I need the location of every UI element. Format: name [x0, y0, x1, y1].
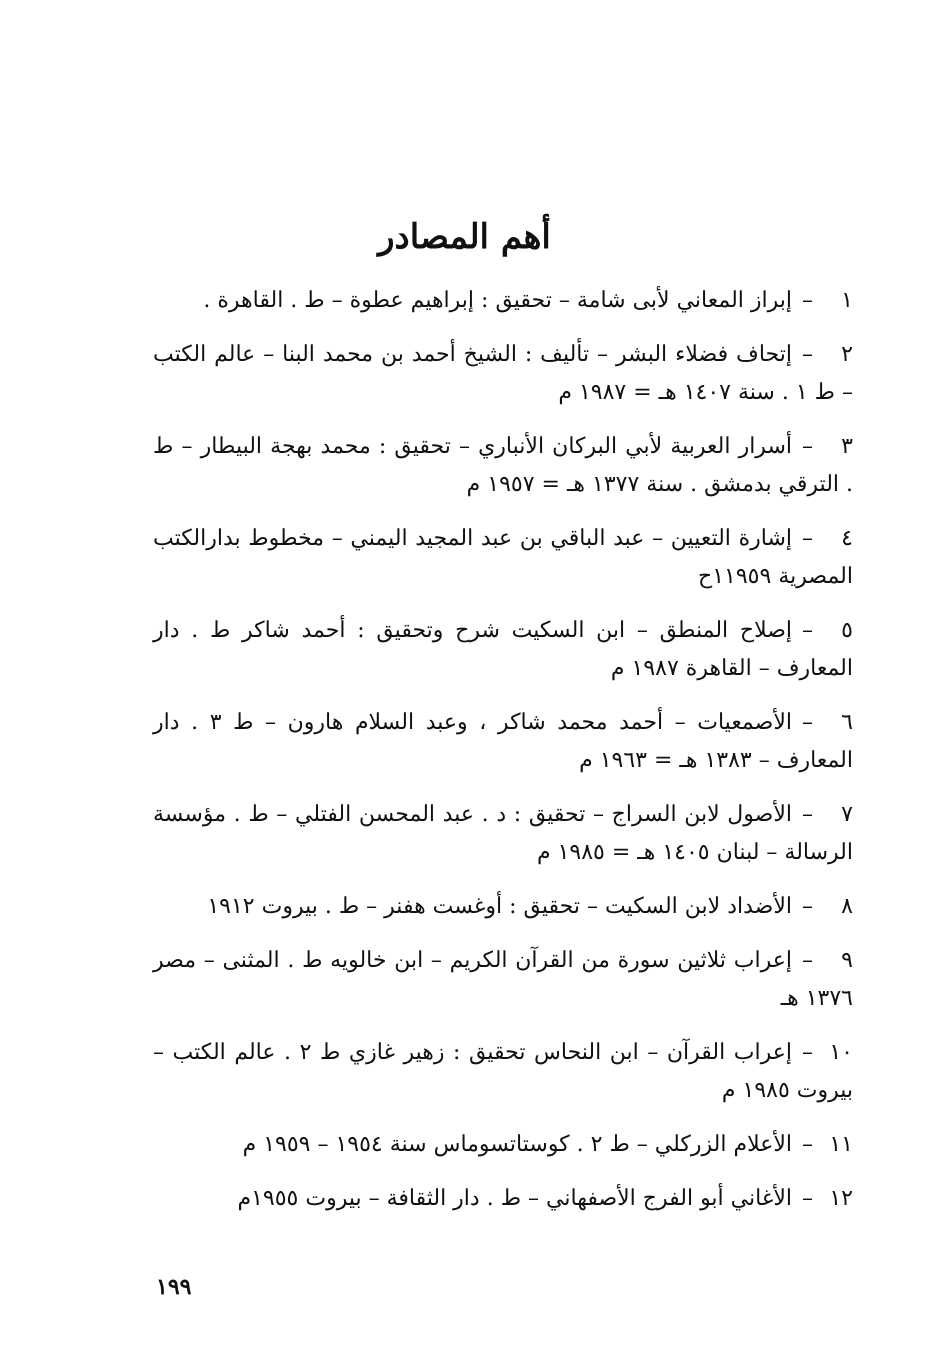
entry-text: الأعلام الزركلي – ط ٢ . كوستاتسوماس سنة ١٩٥٤ – ١٩٥٩ م: [242, 1132, 792, 1157]
entry-text: إعراب القرآن – ابن النحاس تحقيق : زهير غازي ط ٢ . عالم الكتب – بيروت ١٩٨٥ م: [153, 1040, 853, 1103]
entry-dash: –: [802, 434, 813, 459]
entry-dash: –: [802, 618, 813, 643]
entry-dash: –: [802, 802, 813, 827]
entry-text: إتحاف فضلاء البشر – تأليف : الشيخ أحمد بن محمد البنا – عالم الكتب – ط ١ . سنة ١٤٠٧ هـ = ١٩٨٧ م: [153, 342, 853, 405]
entry-dash: –: [802, 1040, 813, 1065]
entry-text: إشارة التعيين – عبد الباقي بن عبد المجيد اليمني – مخطوط بدارالكتب المصرية ١١٩٥٩ح: [153, 526, 853, 589]
entry-text: إبراز المعاني لأبى شامة – تحقيق : إبراهيم عطوة – ط . القاهرة .: [203, 288, 792, 313]
entry-number: ٤: [841, 526, 853, 551]
references-list: [153, 282, 853, 1234]
reference-entry: [153, 1126, 853, 1164]
entry-number: ٢: [841, 342, 853, 367]
entry-number: ١٠: [829, 1040, 853, 1065]
page-number: ١٩٩: [156, 1274, 192, 1300]
entry-number: ٦: [841, 710, 853, 735]
entry-dash: –: [802, 894, 813, 919]
entry-number: ٥: [841, 618, 853, 643]
entry-number: ١: [841, 288, 853, 313]
entry-dash: –: [802, 948, 813, 973]
reference-entry: [153, 704, 853, 780]
reference-entry: [153, 1034, 853, 1110]
entry-text: الأغاني أبو الفرج الأصفهاني – ط . دار الثقافة – بيروت ١٩٥٥م: [237, 1186, 792, 1211]
entry-text: أسرار العربية لأبي البركان الأنباري – تحقيق : محمد بهجة البيطار – ط . الترقي بدمشق . سنة ١٣٧٧ هـ = ١٩٥٧ م: [153, 434, 853, 497]
entry-text: الأضداد لابن السكيت – تحقيق : أوغست هفنر – ط . بيروت ١٩١٢: [207, 894, 792, 919]
reference-entry: [153, 282, 853, 320]
entry-text: إعراب ثلاثين سورة من القرآن الكريم – ابن خالويه ط . المثنى – مصر ١٣٧٦ هـ: [153, 948, 853, 1011]
entry-dash: –: [802, 1186, 813, 1211]
reference-entry: [153, 612, 853, 688]
reference-entry: [153, 942, 853, 1018]
entry-dash: –: [802, 288, 813, 313]
reference-entry: [153, 428, 853, 504]
entry-number: ٨: [841, 894, 853, 919]
entry-dash: –: [802, 1132, 813, 1157]
entry-number: ٧: [841, 802, 853, 827]
entry-text: إصلاح المنطق – ابن السكيت شرح وتحقيق : أحمد شاكر ط . دار المعارف – القاهرة ١٩٨٧ م: [153, 618, 853, 681]
entry-number: ١١: [829, 1132, 853, 1157]
entry-dash: –: [802, 342, 813, 367]
entry-dash: –: [802, 526, 813, 551]
reference-entry: [153, 336, 853, 412]
reference-entry: [153, 888, 853, 926]
entry-text: الأصمعيات – أحمد محمد شاكر ، وعبد السلام هارون – ط ٣ . دار المعارف – ١٣٨٣ هـ = ١٩٦٣ م: [153, 710, 853, 773]
entry-number: ٩: [841, 948, 853, 973]
reference-entry: [153, 520, 853, 596]
entry-number: ٣: [841, 434, 853, 459]
entry-text: الأصول لابن السراج – تحقيق : د . عبد المحسن الفتلي – ط . مؤسسة الرسالة – لبنان ١٤٠٥ هـ = ١٩٨٥ م: [153, 802, 853, 865]
reference-entry: [153, 1180, 853, 1218]
reference-entry: [153, 796, 853, 872]
page-title: أهم المصادر: [378, 217, 551, 257]
entry-dash: –: [802, 710, 813, 735]
entry-number: ١٢: [829, 1186, 853, 1211]
